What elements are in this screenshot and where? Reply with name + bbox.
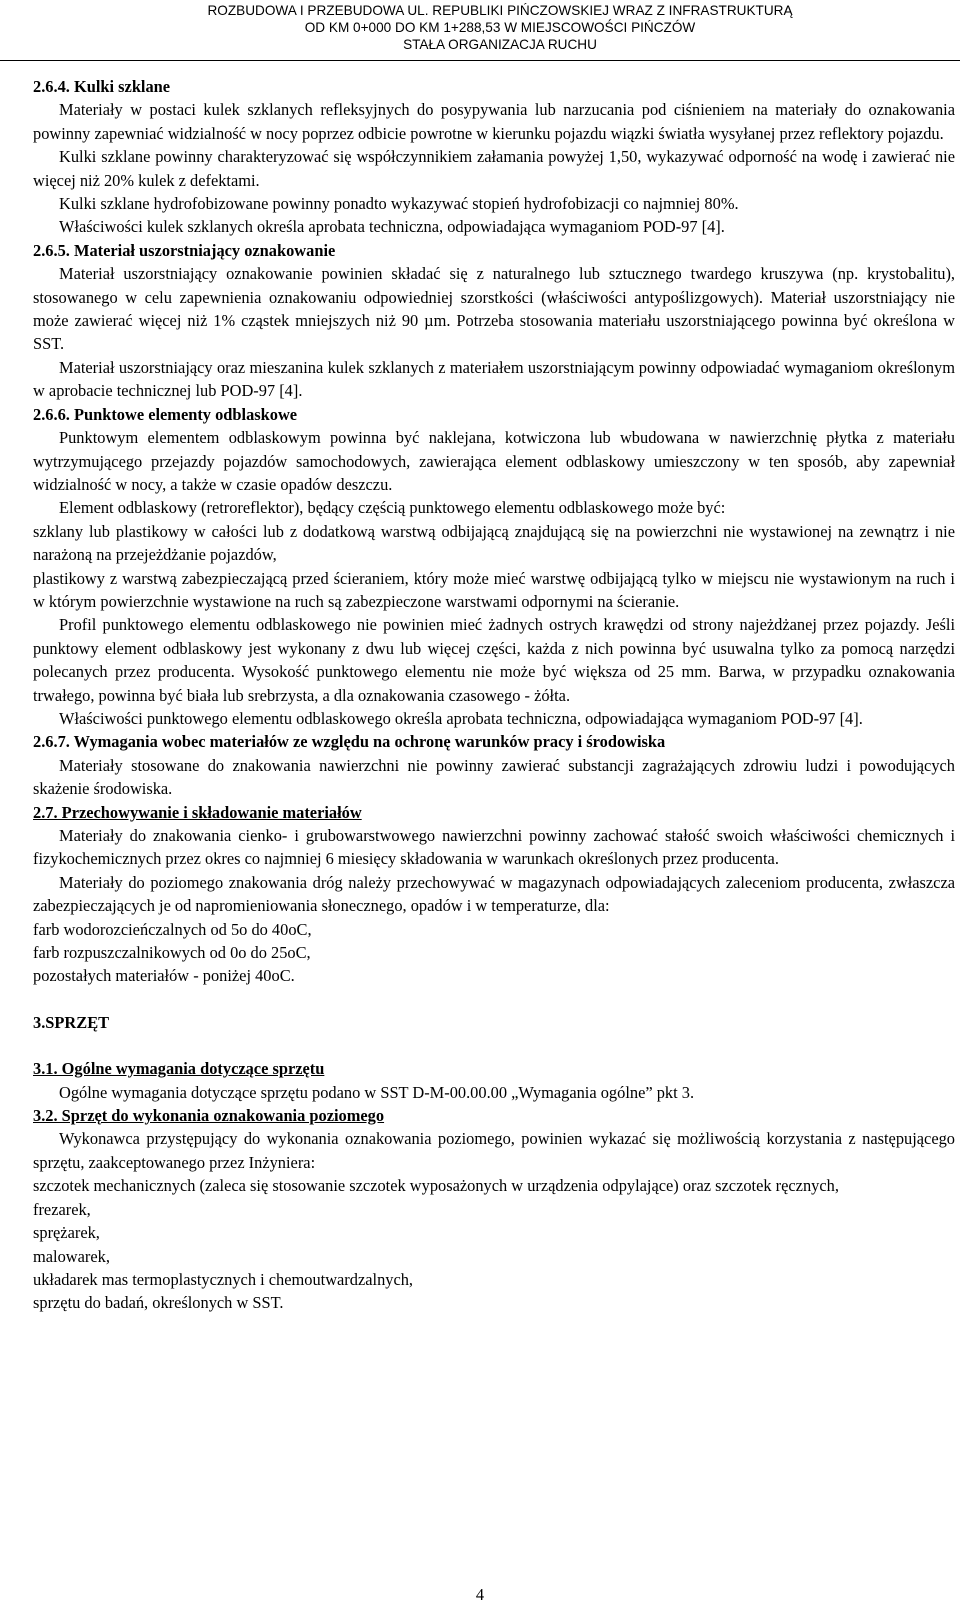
section-heading: 2.7. Przechowywanie i składowanie materiałów <box>33 802 362 822</box>
paragraph: Element odblaskowy (retroreflektor), będący częścią punktowego elementu odblaskowego może być: <box>59 498 726 518</box>
paragraph: Materiał uszorstniający oraz mieszanina kulek szklanych z materiałem uszorstniającym powinny odpowiadać wymaganiom określonym w aprobacie technicznej lub POD-97 [4]. <box>33 357 955 401</box>
paragraph: Kulki szklane hydrofobizowane powinny ponadto wykazywać stopień hydrofobizacji co najmniej 80%. <box>59 194 739 214</box>
spacer <box>33 988 955 1011</box>
paragraph: sprzętu do badań, określonych w SST. <box>33 1293 284 1313</box>
document-body <box>33 75 955 1315</box>
paragraph: Materiały w postaci kulek szklanych refleksyjnych do posypywania lub narzucania pod ciśnieniem na materiały do oznakowania powinny zapewniać widzialność w nocy poprzez odbicie powrotne w kierunku pojazdu wiązki światła wysyłanej przez reflektory pojazdu. <box>33 100 955 143</box>
paragraph: Punktowym elementem odblaskowym powinna być naklejana, kotwiczona lub wbudowana w nawierzchnię płytka z materiału wytrzymującego przejazdy pojazdów samochodowych, zawierająca element odblaskowy umieszczony w ten sposób, aby zapewniał widzialność w nocy, a także w czasie opadów deszczu. <box>33 428 955 494</box>
section-heading: 3.SPRZĘT <box>33 1012 110 1032</box>
paragraph: Profil punktowego elementu odblaskowego nie powinien mieć żadnych ostrych krawędzi od strony najeżdżanej przez pojazdy. Jeśli punktowy element odblaskowy jest wykonany z dwu lub więcej części, każda z nich powinna być usuwalna tylko za pomocą narzędzi polecanych przez producenta. Wysokość punktowego elementu nie może być większa od 25 mm. Barwa, w przypadku oznakowania trwałego, powinna być biała lub srebrzysta, a dla oznakowania czasowego - żółta. <box>33 615 955 705</box>
paragraph: plastikowy z warstwą zabezpieczającą przed ścieraniem, który może mieć warstwę odbijającą tylko w miejscu nie wystawionym na ruch i w którym powierzchnie wystawione na ruch są zabezpieczone warstwami odpornymi na ścieranie. <box>33 568 955 611</box>
section-heading: 2.6.6. Punktowe elementy odblaskowe <box>33 404 298 424</box>
section-heading: 2.6.5. Materiał uszorstniający oznakowanie <box>33 240 336 260</box>
header-line-1: ROZBUDOWA I PRZEBUDOWA UL. REPUBLIKI PIŃCZOWSKIEJ WRAZ Z INFRASTRUKTURĄ <box>207 3 793 18</box>
paragraph: sprężarek, <box>33 1223 100 1243</box>
section-heading: 3.1. Ogólne wymagania dotyczące sprzętu <box>33 1059 325 1079</box>
paragraph: farb rozpuszczalnikowych od 0o do 25oC, <box>33 943 311 963</box>
section-heading: 2.6.7. Wymagania wobec materiałów ze względu na ochronę warunków pracy i środowiska <box>33 732 666 752</box>
paragraph: pozostałych materiałów - poniżej 40oC. <box>33 966 295 986</box>
paragraph: Materiały stosowane do znakowania nawierzchni nie powinny zawierać substancji zagrażających zdrowiu ludzi i powodujących skażenie środowiska. <box>33 755 955 799</box>
paragraph: malowarek, <box>33 1246 110 1266</box>
paragraph: szklany lub plastikowy w całości lub z dodatkową warstwą odbijającą znajdującą się na powierzchni nie wystawionej na zewnątrz i nie narażoną na przejeżdżanie pojazdów, <box>33 521 955 565</box>
paragraph: Materiał uszorstniający oznakowanie powinien składać się z naturalnego lub sztucznego twardego kruszywa (np. krystobalitu), stosowanego w celu zapewnienia oznakowaniu odpowiedniej szorstkości (właściwości antypoślizgowych). Materiał uszorstniający nie może zawierać więcej niż 1% cząstek mniejszych niż 90 µm. Potrzeba stosowania materiału uszorstniającego powinna być określona w SST. <box>33 264 955 354</box>
paragraph: frezarek, <box>33 1199 91 1219</box>
section-heading: 2.6.4. Kulki szklane <box>33 77 171 96</box>
spacer <box>33 1034 955 1057</box>
paragraph: układarek mas termoplastycznych i chemoutwardzalnych, <box>33 1269 414 1289</box>
header-line-3: STAŁA ORGANIZACJA RUCHU <box>403 37 597 52</box>
section-heading: 3.2. Sprzęt do wykonania oznakowania poziomego <box>33 1106 385 1126</box>
page-number: 4 <box>475 1585 485 1604</box>
paragraph: Kulki szklane powinny charakteryzować się współczynnikiem załamania powyżej 1,50, wykazywać odporność na wodę i zawierać nie więcej niż 20% kulek z defektami. <box>33 147 955 190</box>
paragraph: Właściwości kulek szklanych określa aprobata techniczna, odpowiadająca wymaganiom POD-97 [4]. <box>59 217 725 237</box>
paragraph: Ogólne wymagania dotyczące sprzętu podano w SST D-M-00.00.00 „Wymagania ogólne” pkt 3. <box>59 1082 695 1102</box>
header-line-2: OD KM 0+000 DO KM 1+288,53 W MIEJSCOWOŚCI PIŃCZÓW <box>304 20 696 35</box>
document-header <box>0 2 960 53</box>
paragraph: farb wodorozcieńczalnych od 5o do 40oC, <box>33 919 312 939</box>
paragraph: Materiały do poziomego znakowania dróg należy przechowywać w magazynach odpowiadających zaleceniom producenta, zwłaszcza zabezpieczających je od napromieniowania słonecznego, opadów i w temperaturze, dla: <box>33 872 955 916</box>
paragraph: Wykonawca przystępujący do wykonania oznakowania poziomego, powinien wykazać się możliwością korzystania z następującego sprzętu, zaakceptowanego przez Inżyniera: <box>33 1129 955 1172</box>
paragraph: Materiały do znakowania cienko- i grubowarstwowego nawierzchni powinny zachować stałość swoich właściwości chemicznych i fizykochemicznych przez okres co najmniej 6 miesięcy składowania w warunkach określonych przez producenta. <box>33 826 955 869</box>
paragraph: Właściwości punktowego elementu odblaskowego określa aprobata techniczna, odpowiadająca wymaganiom POD-97 [4]. <box>59 708 863 728</box>
paragraph: szczotek mechanicznych (zaleca się stosowanie szczotek wyposażonych w urządzenia odpylające) oraz szczotek ręcznych, <box>33 1176 839 1196</box>
header-divider <box>0 60 960 61</box>
